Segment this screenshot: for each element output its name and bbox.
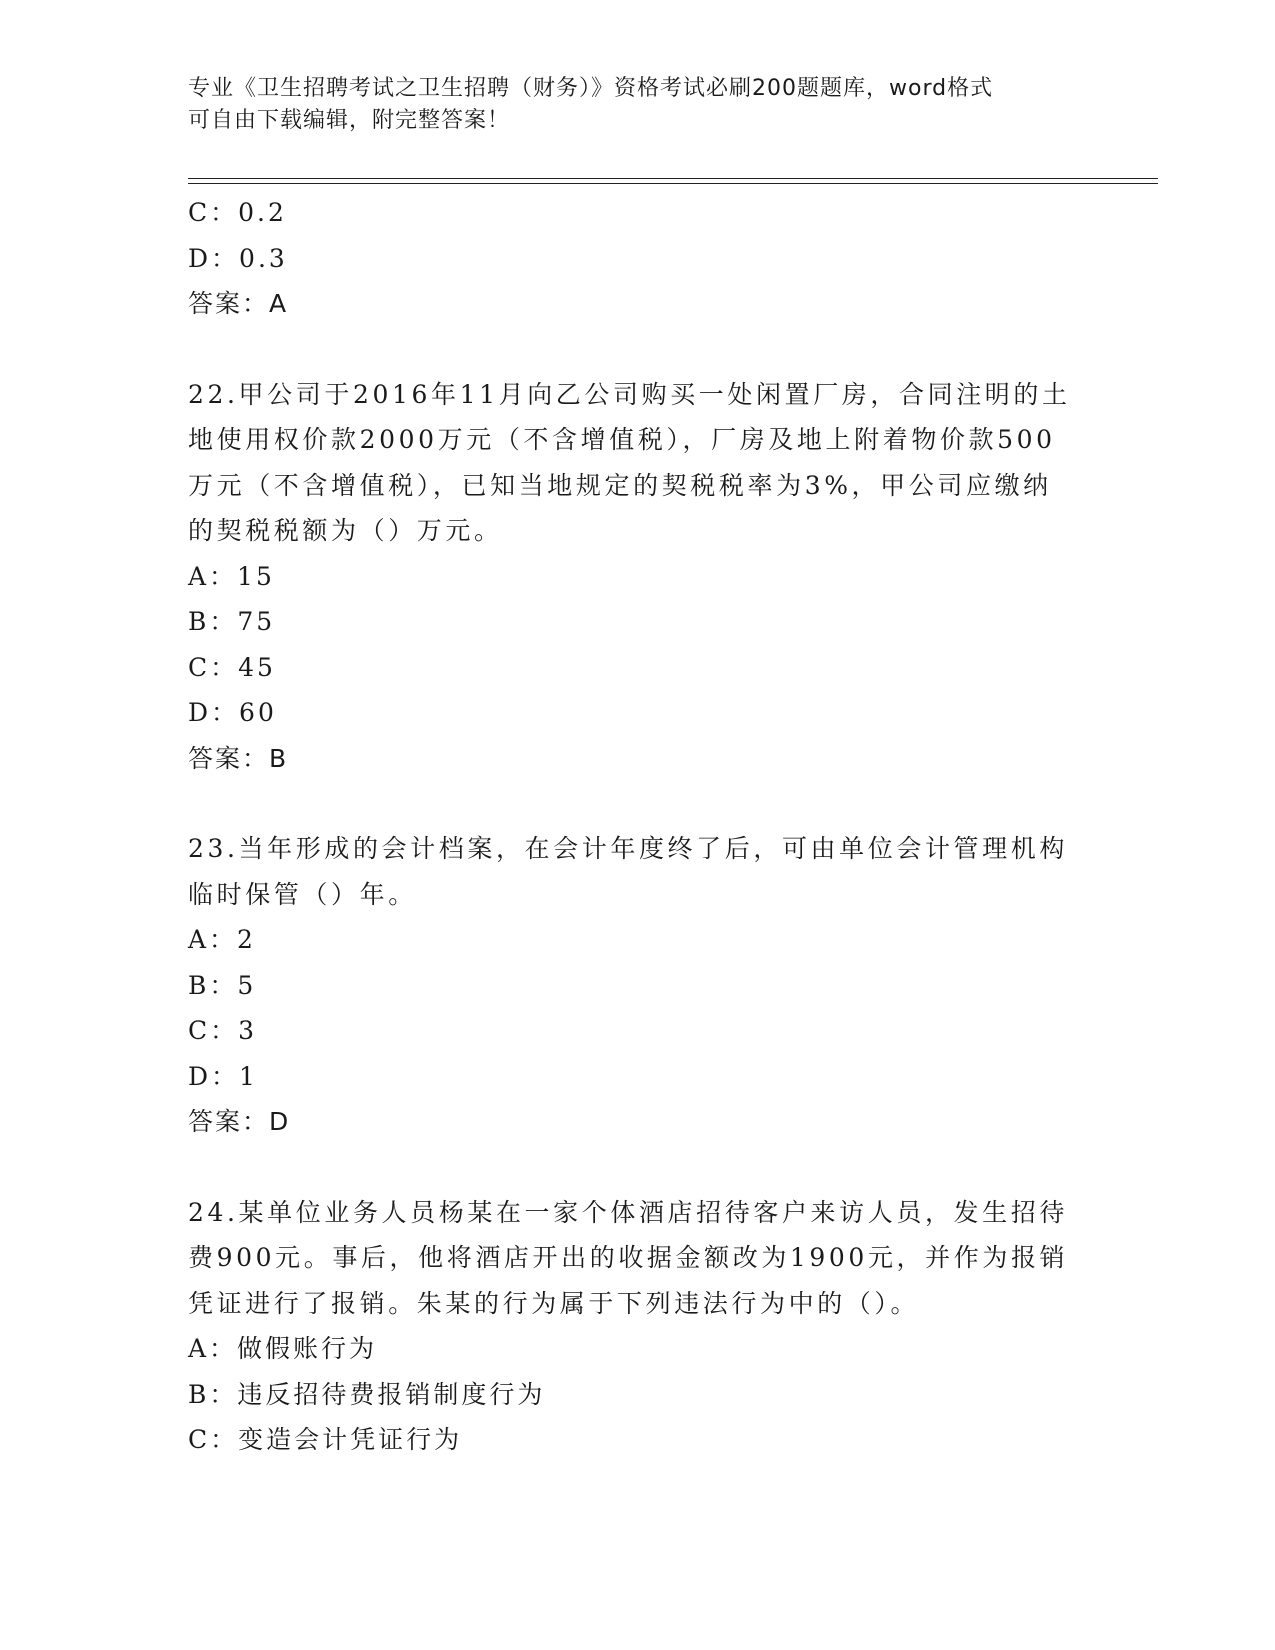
option-a: A：做假账行为 <box>188 1334 378 1363</box>
option-a: A：2 <box>188 925 256 954</box>
question-line: 的契税税额为（）万元。 <box>188 516 503 545</box>
question-line: 24.某单位业务人员杨某在一家个体酒店招待客户来访人员，发生招待 <box>188 1197 1068 1227</box>
question-line: 万元（不含增值税），已知当地规定的契税税率为3%，甲公司应缴纳 <box>188 470 1052 500</box>
question-line: 22.甲公司于2016年11月向乙公司购买一处闲置厂房，合同注明的土 <box>188 379 1071 409</box>
header-rule-top <box>188 178 1158 179</box>
option-b: B：违反招待费报销制度行为 <box>188 1379 546 1409</box>
spacer <box>188 1145 1088 1190</box>
question-line: 23.当年形成的会计档案，在会计年度终了后，可由单位会计管理机构 <box>188 834 1068 863</box>
question-stem <box>188 1190 1088 1327</box>
question-24 <box>188 1190 1088 1463</box>
spacer <box>188 327 1088 372</box>
header-line-1: 专业《卫生招聘考试之卫生招聘（财务）》资格考试必刷200题题库，word格式 <box>188 76 994 101</box>
question-line: 凭证进行了报销。朱某的行为属于下列违法行为中的（）。 <box>188 1288 920 1318</box>
question-23 <box>188 826 1088 1145</box>
document-header <box>188 73 1088 137</box>
answer-line: 答案：D <box>188 1107 291 1136</box>
question-line: 地使用权价款2000万元（不含增值税），厂房及地上附着物价款500 <box>188 425 1056 454</box>
option-b: B：75 <box>188 607 276 636</box>
question-line: 临时保管（）年。 <box>188 879 417 909</box>
document-body <box>188 190 1088 1463</box>
answer-line: 答案：B <box>188 743 289 773</box>
question-22 <box>188 372 1088 782</box>
answer-line: 答案：A <box>188 289 289 318</box>
prev-question-tail <box>188 190 1088 327</box>
option-d: D：60 <box>188 698 277 727</box>
option-a: A：15 <box>188 561 275 591</box>
header-line-2: 可自由下载编辑，附完整答案！ <box>188 108 511 133</box>
option-b: B：5 <box>188 970 257 1000</box>
option-c: C：45 <box>188 652 276 682</box>
option-c: C：3 <box>188 1016 258 1045</box>
option-c: C：变造会计凭证行为 <box>188 1425 463 1454</box>
question-stem <box>188 372 1088 554</box>
option-c: C：0.2 <box>188 198 287 227</box>
spacer <box>188 781 1088 826</box>
header-rule-bottom <box>188 183 1158 184</box>
option-d: D：0.3 <box>188 243 288 273</box>
question-line: 费900元。事后，他将酒店开出的收据金额改为1900元，并作为报销 <box>188 1243 1069 1272</box>
option-d: D：1 <box>188 1061 258 1091</box>
question-stem <box>188 826 1088 917</box>
